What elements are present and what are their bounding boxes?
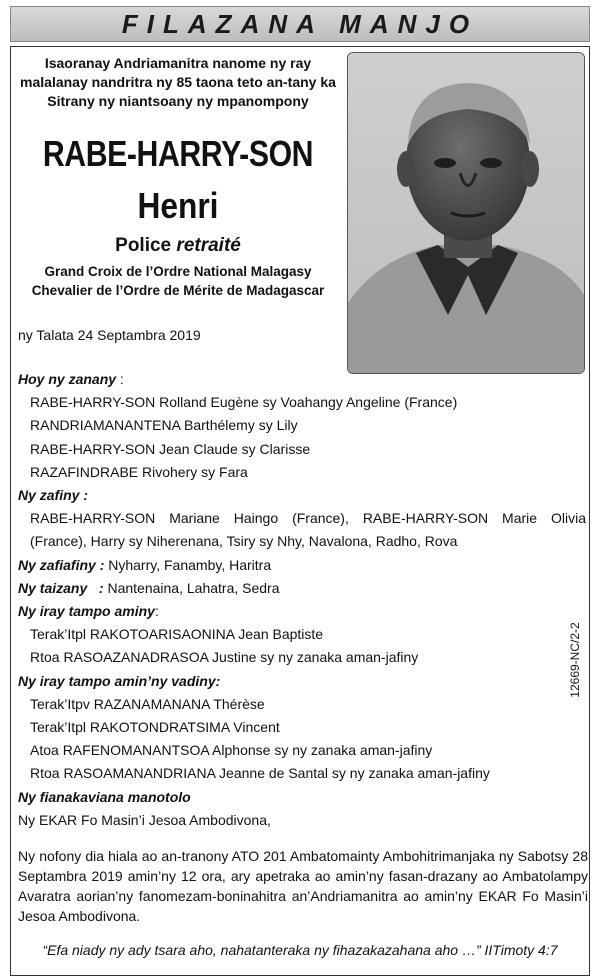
siblings-heading: Ny iray tampo aminy: [18,603,159,620]
title-italic: retraité [176,235,241,256]
grandchildren-list: RABE-HARRY-SON Mariane Haingo (France), RABE-HARRY-SON Marie Olivia (France), Harry sy Niherenana, Tsiry sy Nhy, Navalona, Radho, Rova [30,510,586,550]
list-item: RAZAFINDRABE Rivohery sy Fara [30,463,248,480]
great-great-line: Ny taizany : Nantenaina, Lahatra, Sedra [18,579,280,596]
bible-verse: “Efa niady ny ady tsara aho, nahatanteraka ny fihazakazahana aho …” IITimoty 4:7 [42,942,558,958]
list-item: Atoa RAFENOMANANTSOA Alphonse sy ny zanaka aman-jafiny [30,742,433,759]
spiritual-family-heading: Ny fianakaviana manotolo [18,788,191,805]
deceased-portrait [347,52,585,374]
honors [14,262,342,300]
great-grandchildren-line: Ny zafiafiny : Nyharry, Fanamby, Haritra [18,556,272,573]
list-item: Terak’Itpl RAKOTONDRATSIMA Vincent [30,719,280,736]
intro-text: Isaoranay Andriamanitra nanome ny ray malalanay nandritra ny 85 taona teto an-tany ka Sitrany ny niantsoany ny mpanompony [20,55,336,109]
funeral-details: Ny nofony dia hiala ao an-tranony ATO 201 Ambatomainty Ambohitrimanjaka ny Sabotsy 28 Septambra 2019 amin’ny 12 ora, ary apetraka ao amin’ny fasan-drazany ao Ambatolampy Avaratra aorian’ny fanomezam-boninahitra an’Andriamanitra ao amin’ny EKAR Fo Masin’i Jesoa Ambodivona. [18,848,588,924]
title-plain: Police [115,235,172,256]
deceased-surname: RABE-HARRY-SON [42,133,314,174]
notice-banner: FILAZANA MANJO [10,6,590,42]
spiritual-family: Ny EKAR Fo Masin’i Jesoa Ambodivona, [18,811,271,828]
portrait-illustration [348,53,585,374]
list-item: Rtoa RASOAZANADRASOA Justine sy ny zanaka aman-jafiny [30,649,419,666]
family-list [18,368,586,832]
death-date: ny Talata 24 Septambra 2019 [18,327,201,343]
reference-code: 12669-NC/2-2 [568,622,582,698]
list-item: Rtoa RASOAMANANDRIANA Jeanne de Santal sy ny zanaka aman-jafiny [30,765,490,782]
list-item: RABE-HARRY-SON Rolland Eugène sy Voahangy Angeline (France) [30,394,458,411]
deceased-firstname: Henri [137,185,219,226]
list-item: Terak’Itpv RAZANAMANANA Thérèse [30,695,265,712]
grandchildren-heading: Ny zafiny : [18,487,89,504]
list-item: RABE-HARRY-SON Jean Claude sy Clarisse [30,440,311,457]
deceased-title [14,234,342,258]
spouse-siblings-heading: Ny iray tampo amin’ny vadiny: [18,672,221,689]
honor-line: Grand Croix de l’Ordre National Malagasy [44,264,312,279]
list-item: Terak’Itpl RAKOTOARISAONINA Jean Baptiste [30,626,324,643]
children-heading: Hoy ny zanany : [18,371,124,387]
honor-line: Chevalier de l’Ordre de Mérite de Madagascar [31,283,325,298]
list-item: RANDRIAMANANTENA Barthélemy sy Lily [30,417,298,434]
